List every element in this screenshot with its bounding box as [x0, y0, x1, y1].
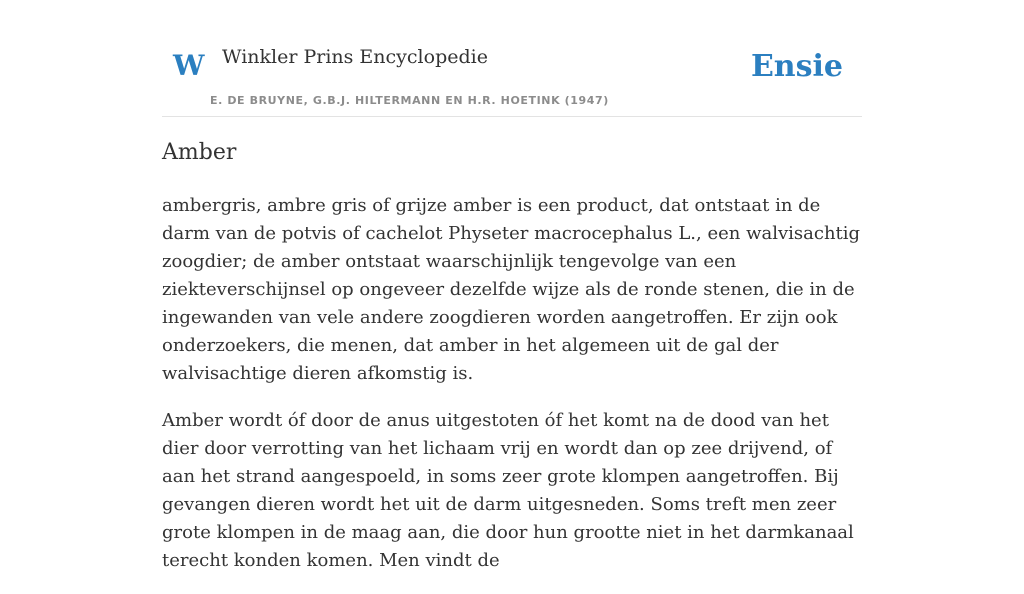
site-header [162, 0, 862, 117]
entry-paragraph: ambergris, ambre gris of grijze amber is een product, dat ontstaat in de darm van de potvis of cachelot Physeter macrocephalus L., een walvisachtig zoogdier; de amber ontstaat waarschijnlijk tengevolge van een ziekteverschijnsel op ongeveer dezelfde wijze als de ronde stenen, die in de ingewanden van vele andere zoogdieren worden aangetroffen. Er zijn ook onderzoekers, die menen, dat amber in het algemeen uit de gal der walvisachtige dieren afkomstig is. [162, 195, 861, 384]
entry-title: Amber [162, 140, 237, 165]
publication-logo[interactable]: W [173, 49, 205, 82]
publication-authors: E. DE BRUYNE, G.B.J. HILTERMANN EN H.R. HOETINK (1947) [210, 94, 609, 107]
entry-paragraph: Amber wordt óf door de anus uitgestoten óf het komt na de dood van het dier door verrotting van het lichaam vrij en wordt dan op zee drijvend, of aan het strand aangespoeld, in soms zeer grote klompen aangetroffen. Bij gevangen dieren wordt het uit de darm uitgesneden. Soms treft men zeer grote klompen in de maag aan, die door hun grootte niet in het darmkanaal terecht konden komen. Men vindt de [162, 410, 854, 571]
entry-body [162, 192, 862, 594]
publication-title[interactable]: Winkler Prins Encyclopedie [222, 46, 488, 68]
ensie-logo[interactable]: Ensie [750, 49, 843, 84]
page-container [162, 0, 862, 571]
